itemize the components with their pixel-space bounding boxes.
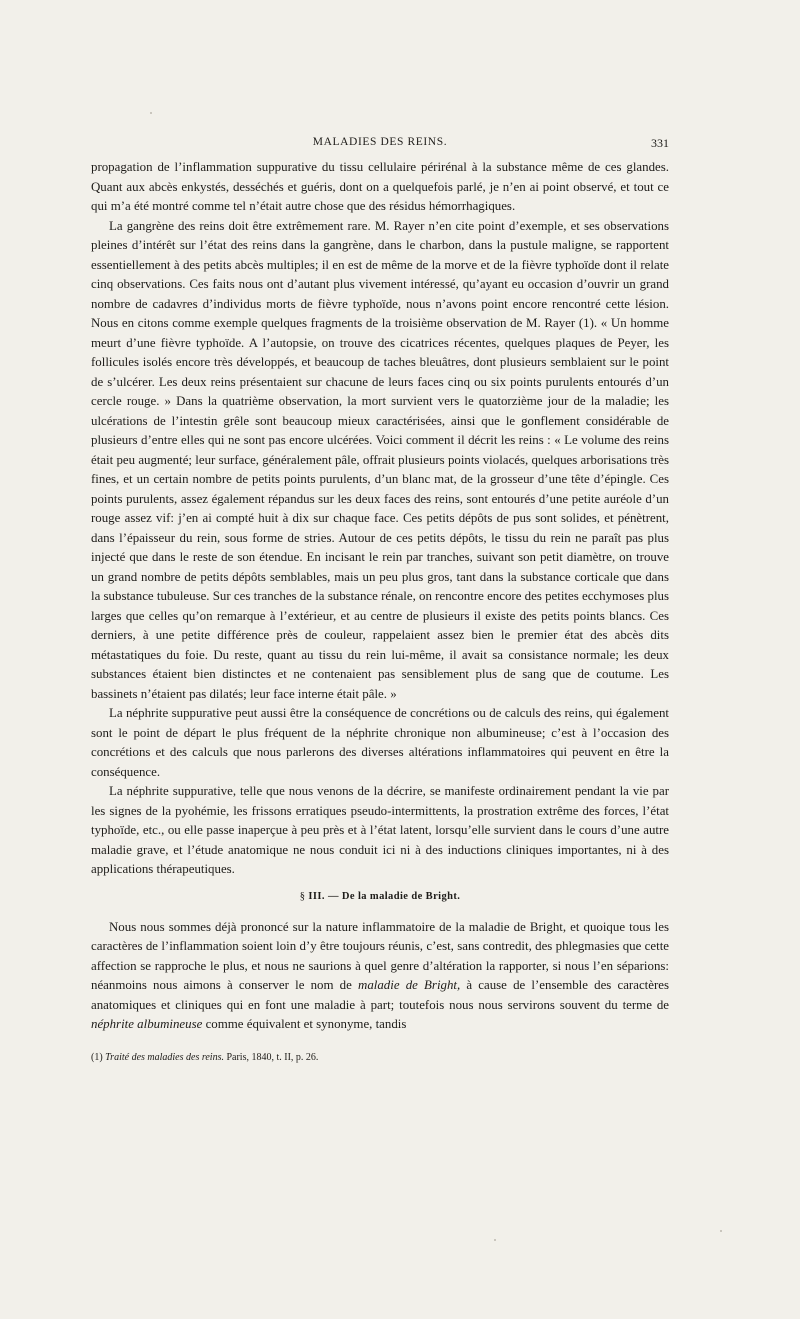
section-number: III. xyxy=(308,890,325,902)
footnote-title: Traité des maladies des reins. xyxy=(105,1051,224,1063)
paper-speck xyxy=(494,1239,496,1241)
paragraph-5-text-c: comme équivalent et synonyme, tandis xyxy=(202,1017,407,1031)
section-title: De la maladie de Bright. xyxy=(341,890,461,902)
paragraph-5 xyxy=(91,918,669,1035)
paragraph-5-text-b: à cause de l’ensemble des caractères anatomiques et cliniques qui en font une maladie à part; toutefois nous nous servirons souvent du terme de xyxy=(91,978,669,1012)
section-dash: — xyxy=(327,890,339,902)
section-symbol: § xyxy=(299,890,306,902)
paper-speck xyxy=(720,1230,722,1232)
paper-speck xyxy=(150,112,152,114)
body-text xyxy=(91,158,669,1035)
paragraph-5-text-a: Nous nous sommes déjà prononcé sur la nature inflammatoire de la maladie de Bright, et quoique tous les caractères de l’inflammation soient loin d’y être toujours réunis, c’est, sans contredit, des phlegmasies que cette affection se rapproche le plus, et nous ne saurions à quel genre d’altération la rapporter, si nous l’en séparions: néanmoins nous aimons à conserver le nom de xyxy=(91,919,669,992)
running-title: MALADIES DES REINS. xyxy=(312,136,448,148)
section-heading xyxy=(91,890,669,904)
paragraph-4: La néphrite suppurative, telle que nous venons de la décrire, se manifeste ordinairement pendant la vie par les signes de la pyohémie, les frissons erratiques pseudo-intermittents, la prostration extrême des forces, l’état typhoïde, etc., ou elle passe inaperçue à peu près et à l’état latent, lorsqu’elle survient dans le cours d’une autre maladie grave, et l’étude anatomique ne nous conduit ici ni à des inductions cliniques importantes, ni à des applications thérapeutiques. xyxy=(91,784,669,876)
footnote xyxy=(91,1051,669,1065)
paragraph-1: propagation de l’inflammation suppurative du tissu cellulaire périrénal à la substance même de ces glandes. Quant aux abcès enkystés, desséchés et guéris, dont on a quelquefois parlé, je n’en ai point observé, et tout ce qui m’a été montré comme tel n’était autre chose que des résidus hémorrhagiques. xyxy=(91,160,669,213)
footnote-details: Paris, 1840, t. II, p. 26. xyxy=(226,1051,319,1063)
page-content xyxy=(91,134,669,1065)
paragraph-2: La gangrène des reins doit être extrêmement rare. M. Rayer n’en cite point d’exemple, et ses observations pleines d’intérêt sur l’état des reins dans la gangrène, dans le charbon, dans la pustule maligne, se rapportent essentiellement à des petits abcès multiples; il en est de même de la morve et de la fièvre typhoïde dont il relate cinq observations. Ces faits nous ont d’autant plus vivement intéressé, qu’ayant eu occasion d’ouvrir un grand nombre de cadavres d’individus morts de fièvre typhoïde, nous n’avons point encore rencontré cette lésion. Nous en citons comme exemple quelques fragments de la troisième observation de M. Rayer (1). « Un homme meurt d’une fièvre typhoïde. A l’autopsie, on trouve des cicatrices récentes, quelques plaques de Peyer, les follicules isolés encore très développés, et beaucoup de taches bleuâtres, dont plusieurs semblaient sur le point de s’ulcérer. Les deux reins présentaient sur chacune de leurs faces cinq ou six points purulents entourés d’un cercle rouge. » Dans la quatrième observation, la mort survient vers le quatorzième jour de la maladie; les ulcérations de l’intestin grêle sont beaucoup mieux caractérisées, ainsi que le gonflement considérable de plusieurs d’entre elles qui ne sont pas encore ulcérées. Voici comment il décrit les reins : « Le volume des reins était peu augmenté; leur surface, généralement pâle, offrait plusieurs points violacés, quelques arborisations très fines, et un certain nombre de petits points purulents, d’un blanc mat, de la grosseur d’une tête d’épingle. Ces points purulents, assez également répandus sur les deux faces des reins, sont entourés d’une petite auréole d’un rouge assez vif: j’en ai compté huit à dix sur chaque face. Ces petits dépôts de pus sont solides, et pénètrent, dans l’épaisseur du rein, sous forme de stries. Autour de ces petits dépôts, le tissu du rein ne paraît pas plus injecté que dans le reste de son étendue. En incisant le rein par tranches, suivant son petit diamètre, on trouve un grand nombre de petits dépôts semblables, mais un peu plus gros, tant dans la substance corticale que dans la substance tubuleuse. Sur ces tranches de la substance rénale, on rencontre encore des petites ecchymoses plus larges que celles qu’on remarque à l’extérieur, et au centre de plusieurs il existe des petits points blancs. Ces derniers, à une petite différence près de couleur, rappelaient assez bien le premier état des abcès dits métastatiques du foie. Du reste, quant au tissu du rein lui-même, il avait sa consistance normale; les deux substances étaient bien distinctes et ne contenaient pas sensiblement plus de sang que de coutume. Les bassinets n’étaient pas dilatés; leur face interne était pâle. » xyxy=(91,218,669,701)
running-head xyxy=(91,134,669,158)
paragraph-3: La néphrite suppurative peut aussi être la conséquence de concrétions ou de calculs des reins, qui également sont le point de départ le plus fréquent de la néphrite chronique non albumineuse; c’est à l’occasion des concrétions et des calculs que nous parlerons des diverses altérations inflammatoires qui peuvent en être la conséquence. xyxy=(91,706,669,779)
term-nephrite-albumineuse: néphrite albumineuse xyxy=(91,1017,203,1031)
term-maladie-de-bright: maladie de Bright, xyxy=(358,978,461,992)
footnote-marker: (1) xyxy=(91,1051,103,1063)
page-number: 331 xyxy=(651,136,669,150)
